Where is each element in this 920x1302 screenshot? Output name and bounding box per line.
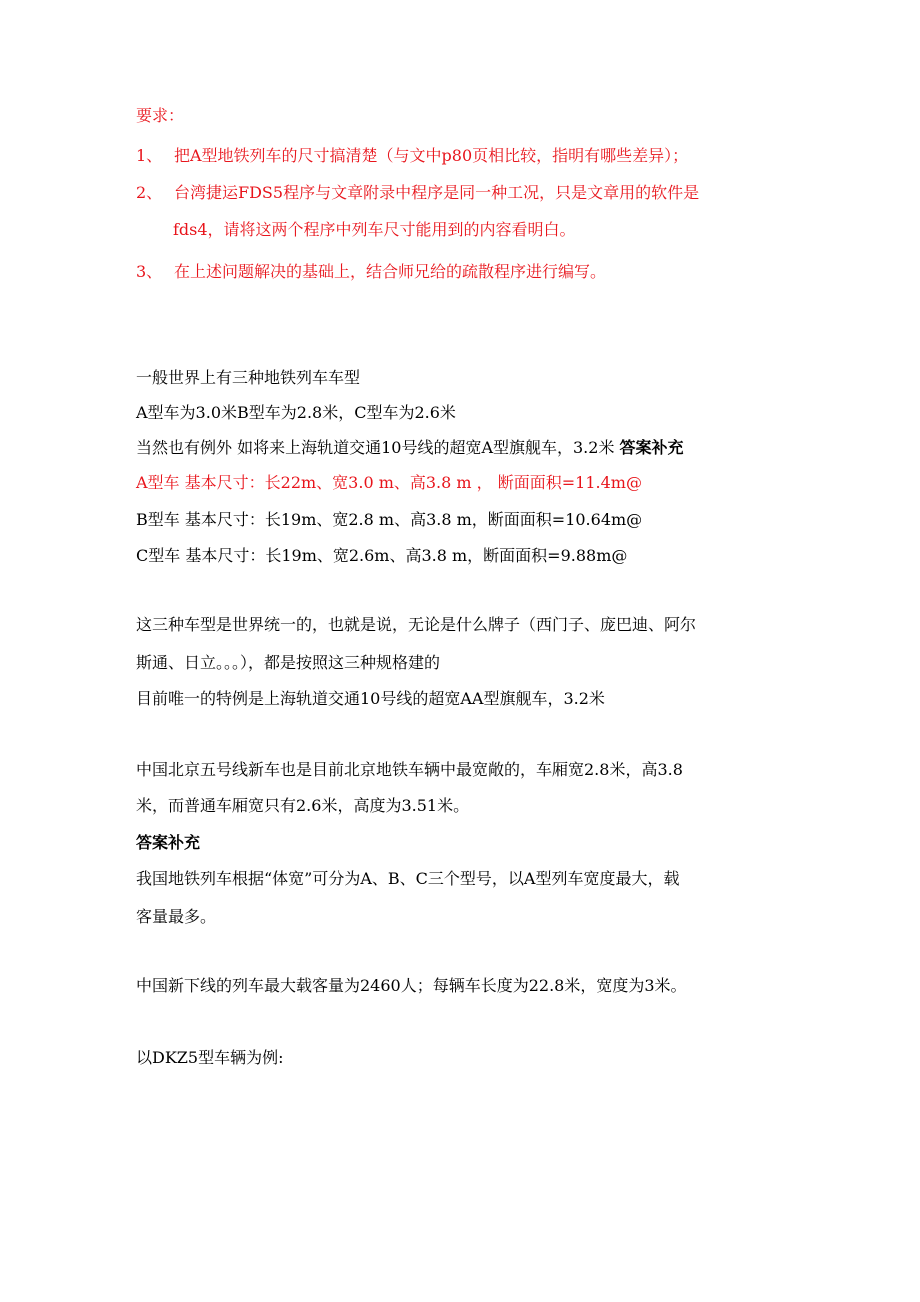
requirement-item-2-continued: fds4，请将这两个程序中列车尺寸能用到的内容看明白。 — [173, 220, 576, 239]
item-number: 2、 — [136, 183, 163, 202]
paragraph: A型车为3.0米B型车为2.8米，C型车为2.6米 — [136, 403, 456, 422]
paragraph — [136, 435, 684, 458]
item-number: 3、 — [136, 262, 163, 281]
answer-supplement-label: 答案补充 — [619, 438, 684, 457]
item-number: 1、 — [136, 146, 163, 165]
paragraph: 一般世界上有三种地铁列车车型 — [136, 368, 361, 387]
paragraph-text: 当然也有例外 如将来上海轨道交通10号线的超宽A型旗舰车，3.2米 — [136, 438, 620, 457]
answer-supplement-heading: 答案补充 — [136, 833, 201, 852]
paragraph: 中国新下线的列车最大载客量为2460人；每辆车长度为22.8米，宽度为3米。 — [136, 976, 687, 995]
requirement-item-3 — [136, 259, 606, 282]
item-text: 在上述问题解决的基础上，结合师兄给的疏散程序进行编写。 — [174, 262, 607, 281]
paragraph: 目前唯一的特例是上海轨道交通10号线的超宽AA型旗舰车，3.2米 — [136, 689, 605, 708]
b-type-dimensions: B型车 基本尺寸：长19m、宽2.8 m、高3.8 m，断面面积=10.64m@ — [136, 510, 643, 529]
requirement-item-1 — [136, 143, 688, 166]
paragraph: 这三种车型是世界统一的，也就是说，无论是什么牌子（西门子、庞巴迪、阿尔 — [136, 615, 697, 634]
paragraph: 米，而普通车厢宽只有2.6米，高度为3.51米。 — [136, 796, 470, 815]
paragraph: 以DKZ5型车辆为例: — [136, 1048, 284, 1067]
requirements-title: 要求： — [136, 106, 185, 125]
a-type-dimensions: A型车 基本尺寸：长22m、宽3.0 m、高3.8 m ， 断面面积=11.4m@ — [136, 473, 642, 492]
c-type-dimensions: C型车 基本尺寸：长19m、宽2.6m、高3.8 m，断面面积=9.88m@ — [136, 546, 628, 565]
paragraph: 斯通、日立。。。），都是按照这三种规格建的 — [136, 653, 441, 672]
item-text: 把A型地铁列车的尺寸搞清楚（与文中p80页相比较，指明有哪些差异）； — [174, 146, 689, 165]
requirement-item-2 — [136, 180, 699, 203]
paragraph: 中国北京五号线新车也是目前北京地铁车辆中最宽敞的，车厢宽2.8米，高3.8 — [136, 760, 683, 779]
item-text: 台湾捷运FDS5程序与文章附录中程序是同一种工况，只是文章用的软件是 — [174, 183, 700, 202]
paragraph: 我国地铁列车根据“体宽”可分为A、B、C三个型号，以A型列车宽度最大，载 — [136, 869, 680, 888]
paragraph: 客量最多。 — [136, 907, 217, 926]
